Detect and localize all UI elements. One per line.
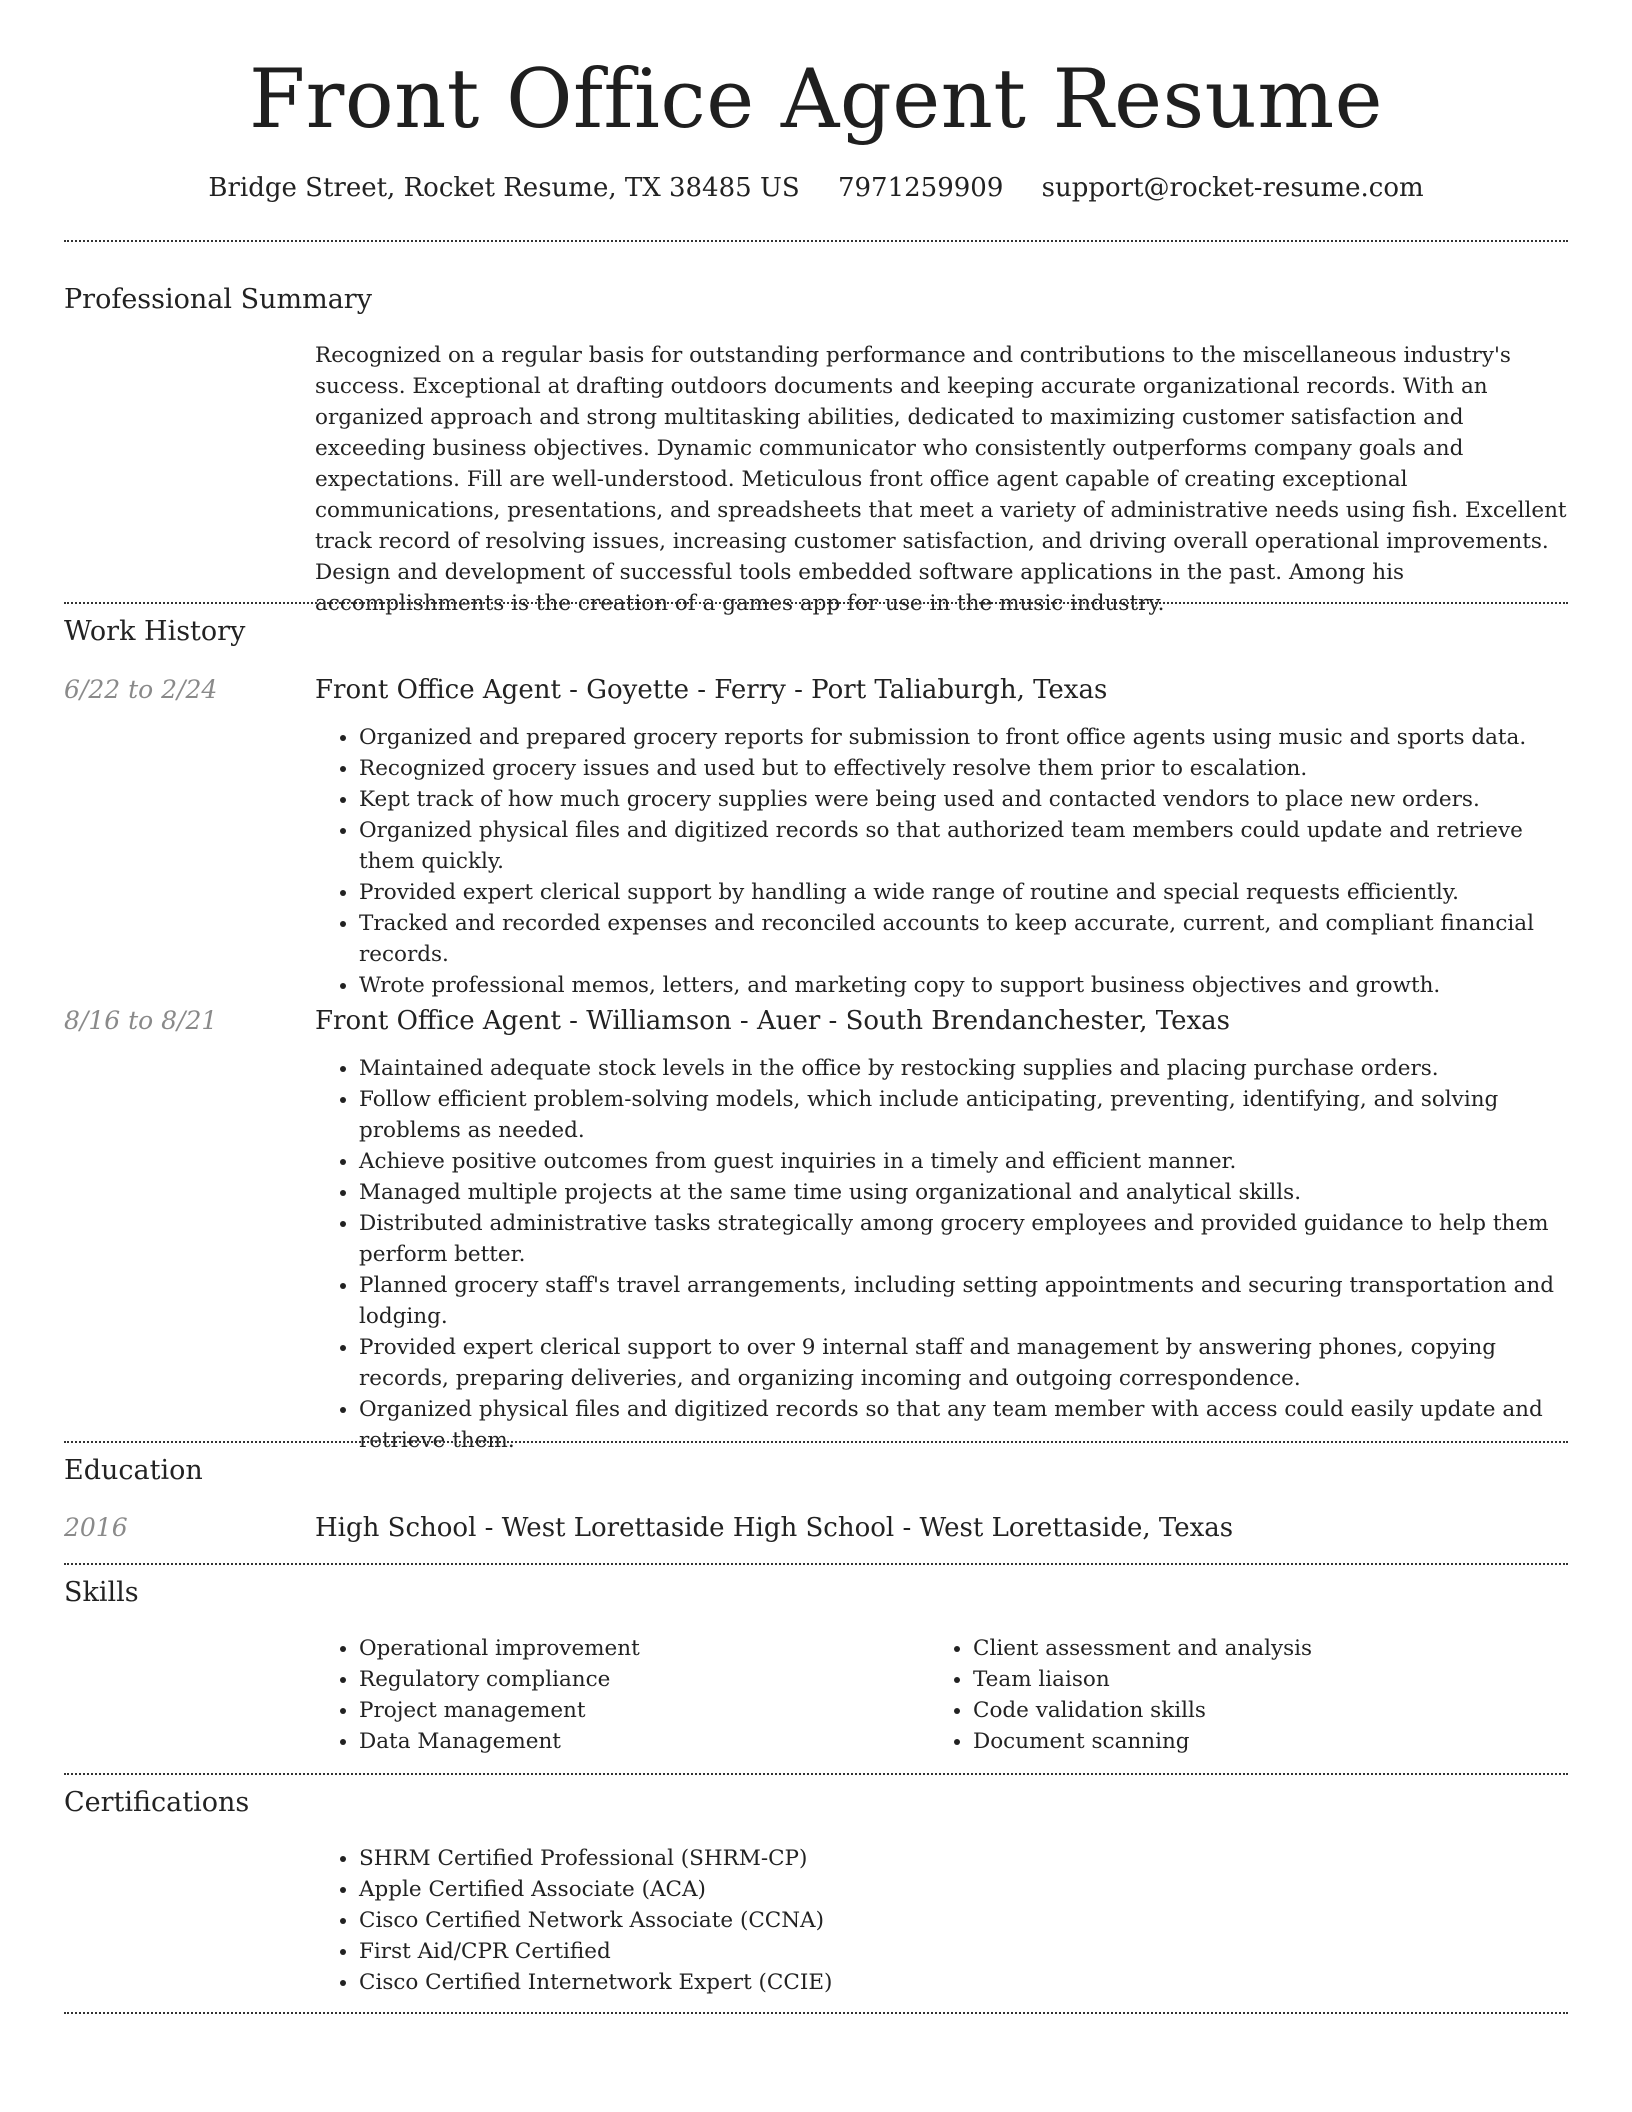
divider [64, 602, 1568, 604]
summary-text: Recognized on a regular basis for outstanding performance and contributions to the miscellaneous industry's success. Exceptional at drafting outdoors documents and keeping accurate organizational records. With an organized approach and strong multitasking abilities, dedicated to maximizing customer satisfaction and exceeding business objectives. Dynamic communicator who consistently outperforms company goals and expectations. Fill are well-understood. Meticulous front office agent capable of creating exceptional communications, presentations, and spreadsheets that meet a variety of administrative needs using fish. Excellent track record of resolving issues, increasing customer satisfaction, and driving overall operational improvements. Design and development of successful tools embedded software applications in the past. Among his accomplishments is the creation of a games app for use in the music industry. [315, 343, 1567, 616]
education-year: 2016 [64, 1513, 128, 1542]
list-item: • Team liaison [973, 1664, 1573, 1695]
list-item: • Cisco Certified Internetwork Expert (CCIE) [359, 1967, 1575, 1998]
job-dates: 6/22 to 2/24 [64, 675, 218, 704]
list-item: • Organized physical files and digitized records so that authorized team members could update and retrieve them quickly. [359, 815, 1575, 877]
divider [64, 1563, 1568, 1565]
education-entry: High School - West Lorettaside High School - West Lorettaside, Texas [315, 1513, 1234, 1543]
job-heading: Front Office Agent - Williamson - Auer - South Brendanchester, Texas [315, 1006, 1231, 1036]
list-item: • Organized physical files and digitized records so that any team member with access could easily update and retrieve them. [359, 1394, 1575, 1456]
skills-list-left [315, 1633, 919, 1757]
divider [64, 1441, 1568, 1443]
divider [64, 2012, 1568, 2014]
list-item: • Document scanning [973, 1726, 1573, 1757]
list-item: • First Aid/CPR Certified [359, 1936, 1575, 1967]
list-item: • Tracked and recorded expenses and reconciled accounts to keep accurate, current, and compliant financial records. [359, 908, 1575, 970]
divider [64, 240, 1568, 242]
summary-heading: Professional Summary [64, 284, 372, 315]
certifications-heading: Certifications [64, 1787, 250, 1818]
list-item: • Apple Certified Associate (ACA) [359, 1874, 1575, 1905]
list-item: • Client assessment and analysis [973, 1633, 1573, 1664]
job-dates: 8/16 to 8/21 [64, 1006, 218, 1035]
address: Bridge Street, Rocket Resume, TX 38485 US [208, 173, 800, 203]
divider [64, 1773, 1568, 1775]
list-item: • Managed multiple projects at the same time using organizational and analytical skills. [359, 1177, 1575, 1208]
list-item: • Provided expert clerical support to over 9 internal staff and management by answering phones, copying records, preparing deliveries, and organizing incoming and outgoing correspondence. [359, 1332, 1575, 1394]
list-item: • Code validation skills [973, 1695, 1573, 1726]
list-item: • Kept track of how much grocery supplies were being used and contacted vendors to place new orders. [359, 784, 1575, 815]
list-item: • Distributed administrative tasks strategically among grocery employees and provided guidance to help them perform better. [359, 1208, 1575, 1270]
job-heading: Front Office Agent - Goyette - Ferry - Port Taliaburgh, Texas [315, 675, 1108, 705]
list-item: • Provided expert clerical support by handling a wide range of routine and special requests efficiently. [359, 877, 1575, 908]
list-item: • Planned grocery staff's travel arrangements, including setting appointments and securing transportation and lodging. [359, 1270, 1575, 1332]
list-item: • Achieve positive outcomes from guest inquiries in a timely and efficient manner. [359, 1146, 1575, 1177]
list-item: • Cisco Certified Network Associate (CCNA) [359, 1905, 1575, 1936]
list-item: • Regulatory compliance [359, 1664, 919, 1695]
contact-line [0, 170, 1632, 206]
job-bullets [315, 1053, 1575, 1456]
list-item: • Wrote professional memos, letters, and marketing copy to support business objectives and growth. [359, 970, 1575, 1001]
skills-list-right [929, 1633, 1573, 1757]
email-link[interactable]: support@rocket-resume.com [1041, 173, 1424, 203]
list-item: • Project management [359, 1695, 919, 1726]
education-heading: Education [64, 1455, 203, 1486]
list-item: • Recognized grocery issues and used but to effectively resolve them prior to escalation. [359, 753, 1575, 784]
list-item: • SHRM Certified Professional (SHRM-CP) [359, 1843, 1575, 1874]
list-item: • Organized and prepared grocery reports for submission to front office agents using music and sports data. [359, 722, 1575, 753]
certifications-list [315, 1843, 1575, 1998]
list-item: • Operational improvement [359, 1633, 919, 1664]
list-item: • Follow efficient problem-solving models, which include anticipating, preventing, identifying, and solving problems as needed. [359, 1084, 1575, 1146]
list-item: • Maintained adequate stock levels in the office by restocking supplies and placing purchase orders. [359, 1053, 1575, 1084]
work-history-heading: Work History [64, 616, 246, 647]
skills-heading: Skills [64, 1577, 139, 1608]
resume-title: Front Office Agent Resume [248, 53, 1384, 147]
phone-number[interactable]: 7971259909 [837, 173, 1004, 203]
job-bullets [315, 722, 1575, 1001]
list-item: • Data Management [359, 1726, 919, 1757]
